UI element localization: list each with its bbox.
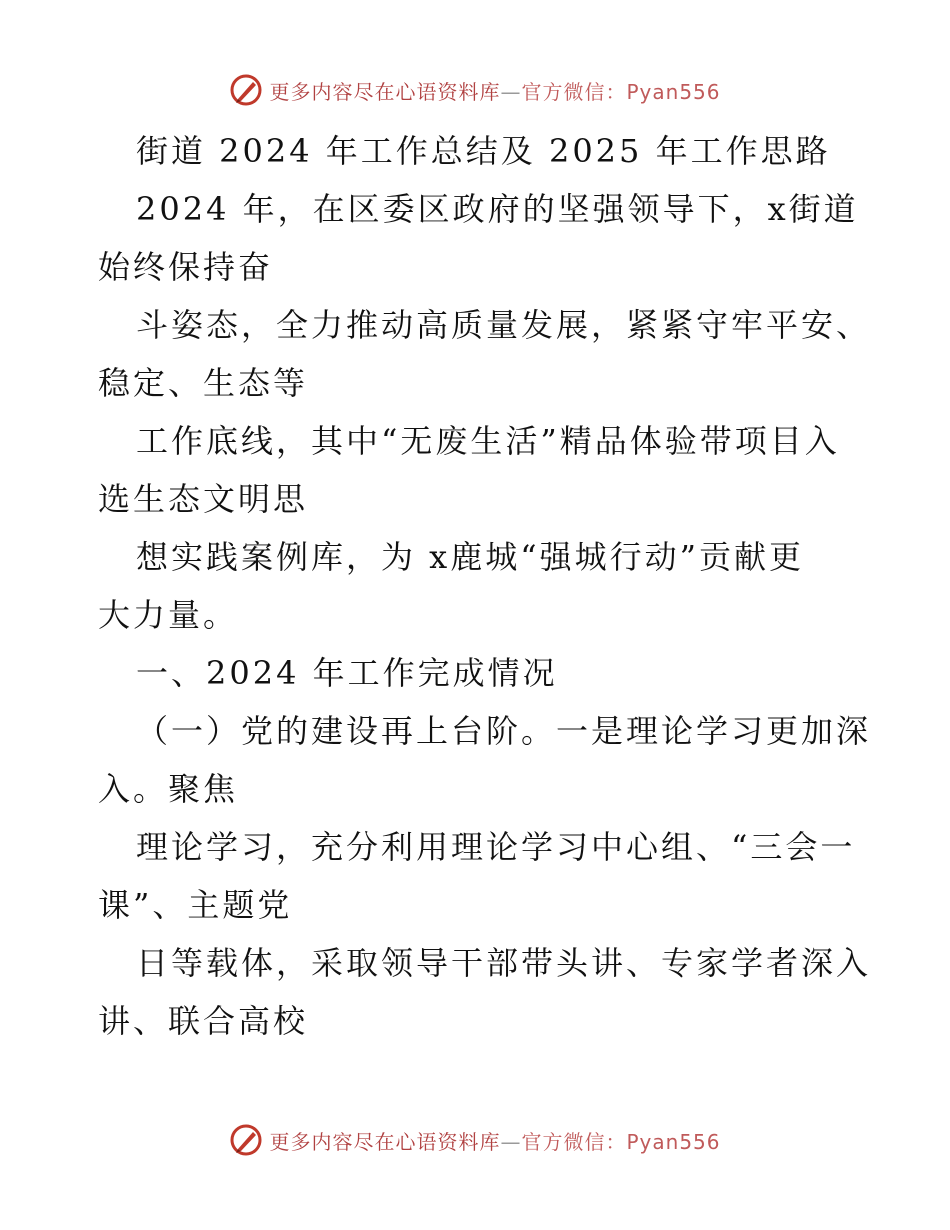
document-title: 街道 2024 年工作总结及 2025 年工作思路 [136, 132, 831, 170]
paragraph-line: 日等载体，采取领导干部带头讲、专家学者深入 [136, 944, 872, 982]
paragraph-line: 讲、联合高校 [98, 1002, 309, 1040]
paragraph-line: 稳定、生态等 [98, 364, 309, 402]
paragraph-line: （一）党的建设再上台阶。一是理论学习更加深 [136, 712, 872, 750]
section-heading: 一、2024 年工作完成情况 [136, 654, 558, 692]
paragraph-line: 2024 年，在区委区政府的坚强领导下，x街道 [136, 190, 859, 228]
paragraph-line: 选生态文明思 [98, 480, 309, 518]
paragraph-line: 始终保持奋 [98, 248, 274, 286]
document-body [98, 122, 872, 1050]
pen-logo-icon [229, 1123, 263, 1157]
watermark-banner-top [0, 70, 950, 110]
watermark-text: 更多内容尽在心语资料库—官方微信：Pyan556 [269, 1129, 721, 1154]
paragraph-line: 入。聚焦 [98, 770, 239, 808]
pen-logo-icon [229, 73, 263, 107]
paragraph-line: 课”、主题党 [98, 886, 293, 924]
watermark-banner-bottom [0, 1120, 950, 1160]
paragraph-line: 想实践案例库，为 x鹿城“强城行动”贡献更 [136, 538, 804, 576]
paragraph-line: 工作底线，其中“无废生活”精品体验带项目入 [136, 422, 840, 460]
paragraph-line: 斗姿态，全力推动高质量发展，紧紧守牢平安、 [136, 306, 872, 344]
paragraph-line: 大力量。 [98, 596, 239, 634]
watermark-text: 更多内容尽在心语资料库—官方微信：Pyan556 [269, 79, 721, 104]
paragraph-line: 理论学习，充分利用理论学习中心组、“三会一 [136, 828, 856, 866]
